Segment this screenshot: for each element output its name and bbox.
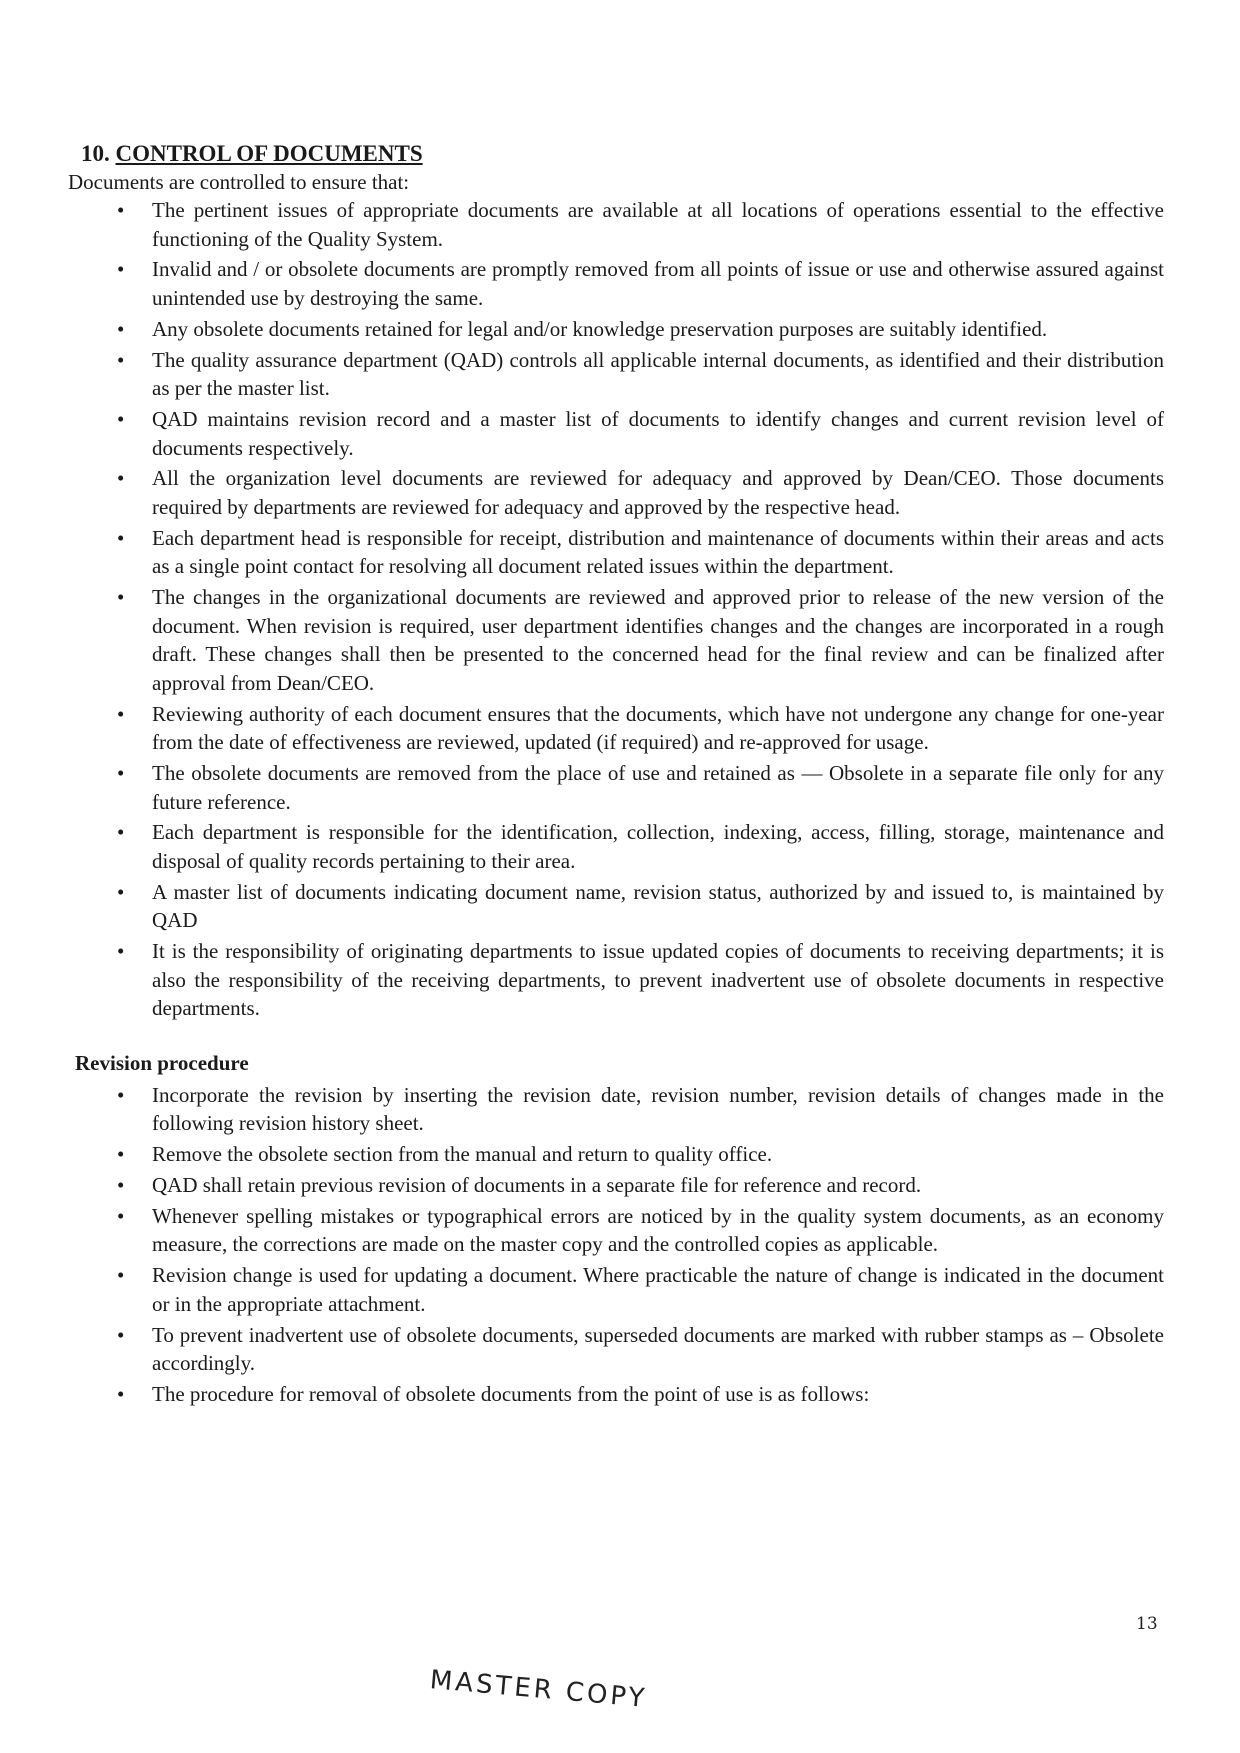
list-item: • Reviewing authority of each document ensures that the documents, which have not undergone any change for one-year from the date of effectiveness are reviewed, updated (if required) and re-approved for usage. xyxy=(152,700,1164,757)
list-item: • The obsolete documents are removed from the place of use and retained as — Obsolete in a separate file only for any future reference. xyxy=(152,759,1164,816)
list-item: • The quality assurance department (QAD) controls all applicable internal documents, as identified and their distribution as per the master list. xyxy=(152,346,1164,403)
page-number: 13 xyxy=(1136,1614,1158,1634)
section-heading xyxy=(81,140,1164,168)
revision-heading: Revision procedure xyxy=(75,1050,249,1075)
list-item: • To prevent inadvertent use of obsolete documents, superseded documents are marked with rubber stamps as – Obsolete accordingly. xyxy=(152,1321,1164,1378)
list-item: • A master list of documents indicating document name, revision status, authorized by and issued to, is maintained by QAD xyxy=(152,878,1164,935)
section-number: 10. xyxy=(81,141,110,166)
section-bullet-list xyxy=(68,196,1164,1023)
list-item: • QAD shall retain previous revision of documents in a separate file for reference and record. xyxy=(152,1171,1164,1200)
master-copy-stamp: MASTER COPY xyxy=(428,1665,649,1714)
list-item: • Whenever spelling mistakes or typographical errors are noticed by in the quality system documents, as an economy measure, the corrections are made on the master copy and the controlled copies as applicable. xyxy=(152,1202,1164,1259)
list-item: • Invalid and / or obsolete documents are promptly removed from all points of issue or use and otherwise assured against unintended use by destroying the same. xyxy=(152,255,1164,312)
list-item: • Incorporate the revision by inserting the revision date, revision number, revision details of changes made in the following revision history sheet. xyxy=(152,1081,1164,1138)
list-item: • The procedure for removal of obsolete documents from the point of use is as follows: xyxy=(152,1380,1164,1409)
list-item: • QAD maintains revision record and a master list of documents to identify changes and current revision level of documents respectively. xyxy=(152,405,1164,462)
list-item: • Revision change is used for updating a document. Where practicable the nature of change is indicated in the document or in the appropriate attachment. xyxy=(152,1261,1164,1318)
document-page xyxy=(68,140,1164,1411)
list-item: • It is the responsibility of originating departments to issue updated copies of documents to receiving departments; it is also the responsibility of the receiving departments, to prevent inadvertent use of obsolete documents in respective departments. xyxy=(152,937,1164,1023)
list-item: • The changes in the organizational documents are reviewed and approved prior to release of the new version of the document. When revision is required, user department identifies changes and the changes are incorporated in a rough draft. These changes shall then be presented to the concerned head for the final review and can be finalized after approval from Dean/CEO. xyxy=(152,583,1164,697)
list-item: • Any obsolete documents retained for legal and/or knowledge preservation purposes are suitably identified. xyxy=(152,315,1164,344)
list-item: • The pertinent issues of appropriate documents are available at all locations of operations essential to the effective functioning of the Quality System. xyxy=(152,196,1164,253)
list-item: • Remove the obsolete section from the manual and return to quality office. xyxy=(152,1140,1164,1169)
list-item: • Each department is responsible for the identification, collection, indexing, access, filling, storage, maintenance and disposal of quality records pertaining to their area. xyxy=(152,818,1164,875)
section-title: CONTROL OF DOCUMENTS xyxy=(115,141,423,166)
revision-bullet-list xyxy=(68,1081,1164,1409)
list-item: • All the organization level documents are reviewed for adequacy and approved by Dean/CEO. Those documents required by departments are reviewed for adequacy and approved by the respective head. xyxy=(152,464,1164,521)
list-item: • Each department head is responsible for receipt, distribution and maintenance of documents within their areas and acts as a single point contact for resolving all document related issues within the department. xyxy=(152,524,1164,581)
section-intro: Documents are controlled to ensure that: xyxy=(68,170,410,194)
